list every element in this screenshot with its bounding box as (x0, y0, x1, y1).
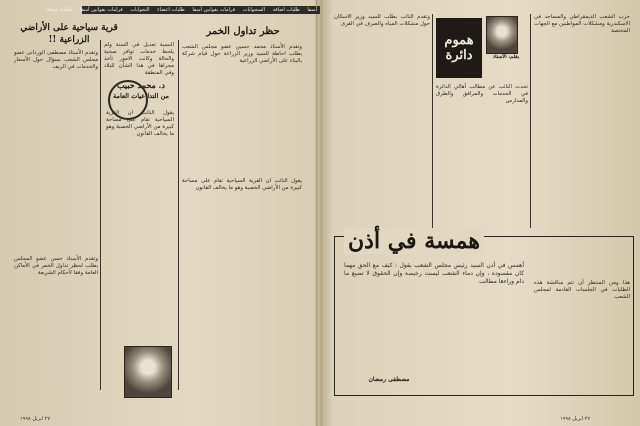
body-column: وتقدم الأستاذ حسن عضو المجلس بطلب لحظر تداول الخمر في الأماكن العامة وفقا لأحكام الشريعة (14, 256, 98, 276)
nav-item: السجوابات (242, 7, 265, 13)
boxed-column-title: همسة في أذن (344, 228, 484, 254)
column-subtitle: من التدا عيات العامة (113, 92, 169, 100)
author-photo (486, 16, 518, 54)
nav-item: طلبات اعضاء (157, 7, 185, 13)
body-column: حزب الشعب الديمقراطي والمساجد في الاسكندرية ومشكلات المواطنين مع الجهات المختصة (534, 14, 630, 34)
nav-item: فرامات بقوانين أسفا (79, 7, 123, 13)
column-rule (100, 40, 101, 390)
boxed-column-text: أهمس في أذن السيد رئيس مجلس الشعب بقول : كيف مع الحق مهما كان مقصوده ، وإن دماء الشعب ليست رخيصة وإن الحقوق لا تضيع ما دام وراءها مطالب (344, 262, 524, 285)
headline-alcohol-ban: حظر تداول الخمر (206, 26, 280, 37)
column-rule (178, 40, 179, 390)
section-nav-bar (45, 6, 320, 14)
column-heading: د. محمد حبيب (117, 80, 165, 90)
page-fold (316, 0, 322, 426)
body-column: يقول النائب ان القرية السياحية تقام على مساحة كبيرة من الأراضي الخصبة وهو ما يخالف القانون (182, 178, 302, 191)
body-column: وتقدم النائب بطلب للسيد وزير الاسكان حول مشكلات المياه والصرف في القرى (334, 14, 430, 27)
author-photo (124, 346, 172, 398)
boxed-column-signature: مصطفى رمضان (368, 376, 410, 383)
body-column: النسبة تعديل في السنة ولم يلحظ خدمات توافر صحية والحالة وكانت الامور تأخذ مجراها في هذا الشأن للبلاد وفي المنطقة (104, 42, 174, 76)
headline-tourist-village: قرية سياحية على الأراضي الزراعية !! (20, 23, 118, 45)
body-column: يقول النائب ان القرية السياحية تقام على مساحة كبيرة من الأراضي الخصبة وهو ما يخالف القانون (106, 110, 174, 137)
body-column: هذا ومن المنتظر أن تتم مناقشة هذه الطلبات في الجلسات القادمة لمجلس الشعب (534, 280, 630, 300)
nav-item: طلبات إضافة (45, 7, 73, 13)
page-footer: ٢٧ ابريل ١٩٩٨ (560, 416, 591, 422)
column-rule (530, 14, 531, 228)
body-column: وتقدم الأستاذ مصطفى الوردانى عضو مجلس الشعب بسؤال حول الأسعار والخدمات في الريف (14, 50, 98, 70)
nav-item: فرامات بقوانين أسفا (192, 7, 236, 13)
banner-subcaption: بقلم: الأستاذ (492, 54, 520, 60)
banner-title: هموم دائرة (444, 33, 474, 63)
body-column: تحدث النائب عن مطالب أهالي الدائرة في الخدمات والمرافق والطرق والمدارس (436, 84, 528, 104)
column-rule (432, 14, 433, 228)
nav-item: طلبات اضافة (272, 7, 300, 13)
nav-item: أسفا (307, 7, 317, 13)
page-footer: ٢٧ ابريل ١٩٩٨ (20, 416, 51, 422)
column-banner (436, 18, 482, 78)
body-column: وتقدم الأستاذ محمد حسين عضو مجلس الشعب بطلب احاطة للسيد وزير الزراعة حول قيام شركة بالبناء على الأراضي الزراعية (182, 44, 302, 64)
nav-item: التجوابات (130, 7, 150, 13)
